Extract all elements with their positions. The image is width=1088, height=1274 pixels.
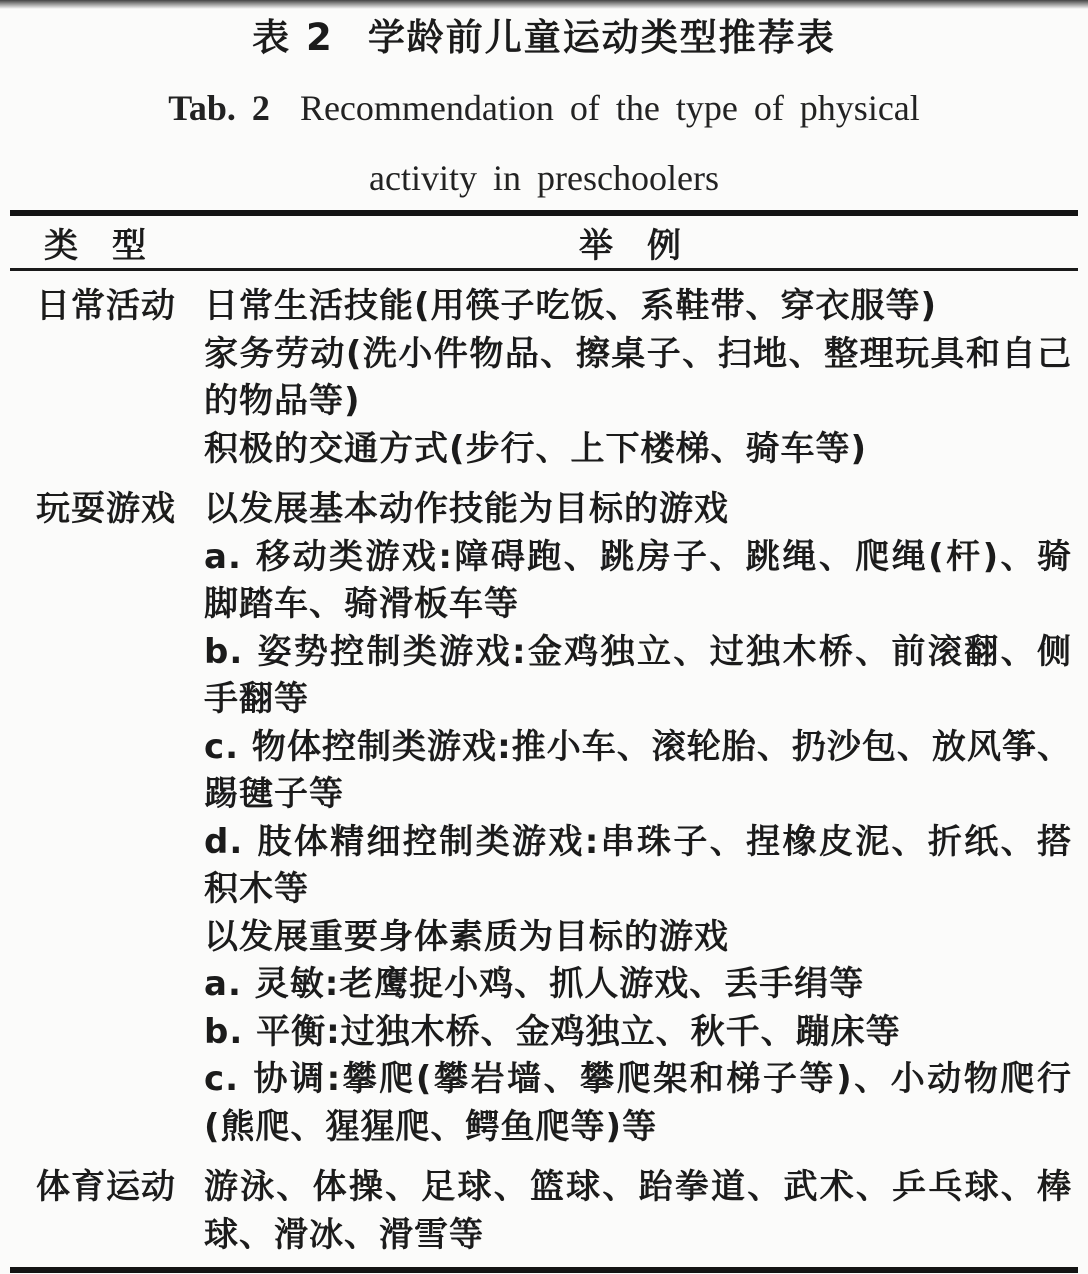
table-title-en-line2: activity in preschoolers [369, 158, 719, 198]
row-examples [204, 283, 1078, 473]
example-item: 家务劳动(洗小件物品、擦桌子、扫地、整理玩具和自己的物品等) [204, 333, 1072, 421]
example-item: 游泳、体操、足球、篮球、跆拳道、武术、乒乓球、棒球、滑冰、滑雪等 [204, 1167, 1072, 1255]
table-title-en-line1: Recommendation of the type of physical [299, 88, 920, 128]
recommendation-table [10, 210, 1078, 1273]
table-title-zh: 学龄前儿童运动类型推荐表 [367, 16, 836, 59]
row-type-label: 玩耍游戏 [36, 489, 176, 529]
example-item: d. 肢体精细控制类游戏:串珠子、捏橡皮泥、折纸、搭积木等 [204, 821, 1072, 909]
row-type-label: 日常活动 [36, 286, 176, 326]
example-item: a. 移动类游戏:障碍跑、跳房子、跳绳、爬绳(杆)、骑脚踏车、骑滑板车等 [204, 536, 1072, 624]
header-examples-column: 举 例 [579, 225, 681, 266]
example-item: 以发展基本动作技能为目标的游戏 [204, 489, 729, 529]
example-item: b. 平衡:过独木桥、金鸡独立、秋千、蹦床等 [204, 1011, 901, 1052]
example-item: 积极的交通方式(步行、上下楼梯、骑车等) [204, 428, 868, 469]
row-examples [204, 486, 1078, 1151]
example-item: 以发展重要身体素质为目标的游戏 [204, 916, 729, 957]
table-caption-en-line1 [0, 86, 1088, 130]
table-row-play-games [10, 486, 1078, 1151]
example-item: 日常生活技能(用筷子吃饭、系鞋带、穿衣服等) [204, 286, 938, 326]
table-row-sports [10, 1164, 1078, 1259]
header-type-column: 类 型 [44, 225, 146, 266]
table-row-daily-activities [10, 283, 1078, 473]
scan-edge-artifact [0, 0, 1088, 9]
table-number-zh: 表 2 [252, 16, 334, 59]
row-examples [204, 1164, 1078, 1259]
table-number-en: Tab. 2 [168, 88, 270, 128]
row-type-label: 体育运动 [36, 1167, 176, 1207]
table-body [10, 271, 1078, 1267]
example-item: a. 灵敏:老鹰捉小鸡、抓人游戏、丢手绢等 [204, 964, 865, 1004]
table-caption-zh [0, 0, 1088, 60]
table-header-row [10, 216, 1078, 271]
example-item: b. 姿势控制类游戏:金鸡独立、过独木桥、前滚翻、侧手翻等 [204, 631, 1072, 719]
example-item: c. 协调:攀爬(攀岩墙、攀爬架和梯子等)、小动物爬行(熊爬、猩猩爬、鳄鱼爬等)等 [204, 1059, 1072, 1147]
example-item: c. 物体控制类游戏:推小车、滚轮胎、扔沙包、放风筝、踢毽子等 [204, 726, 1072, 814]
table-caption-en-line2 [0, 156, 1088, 200]
